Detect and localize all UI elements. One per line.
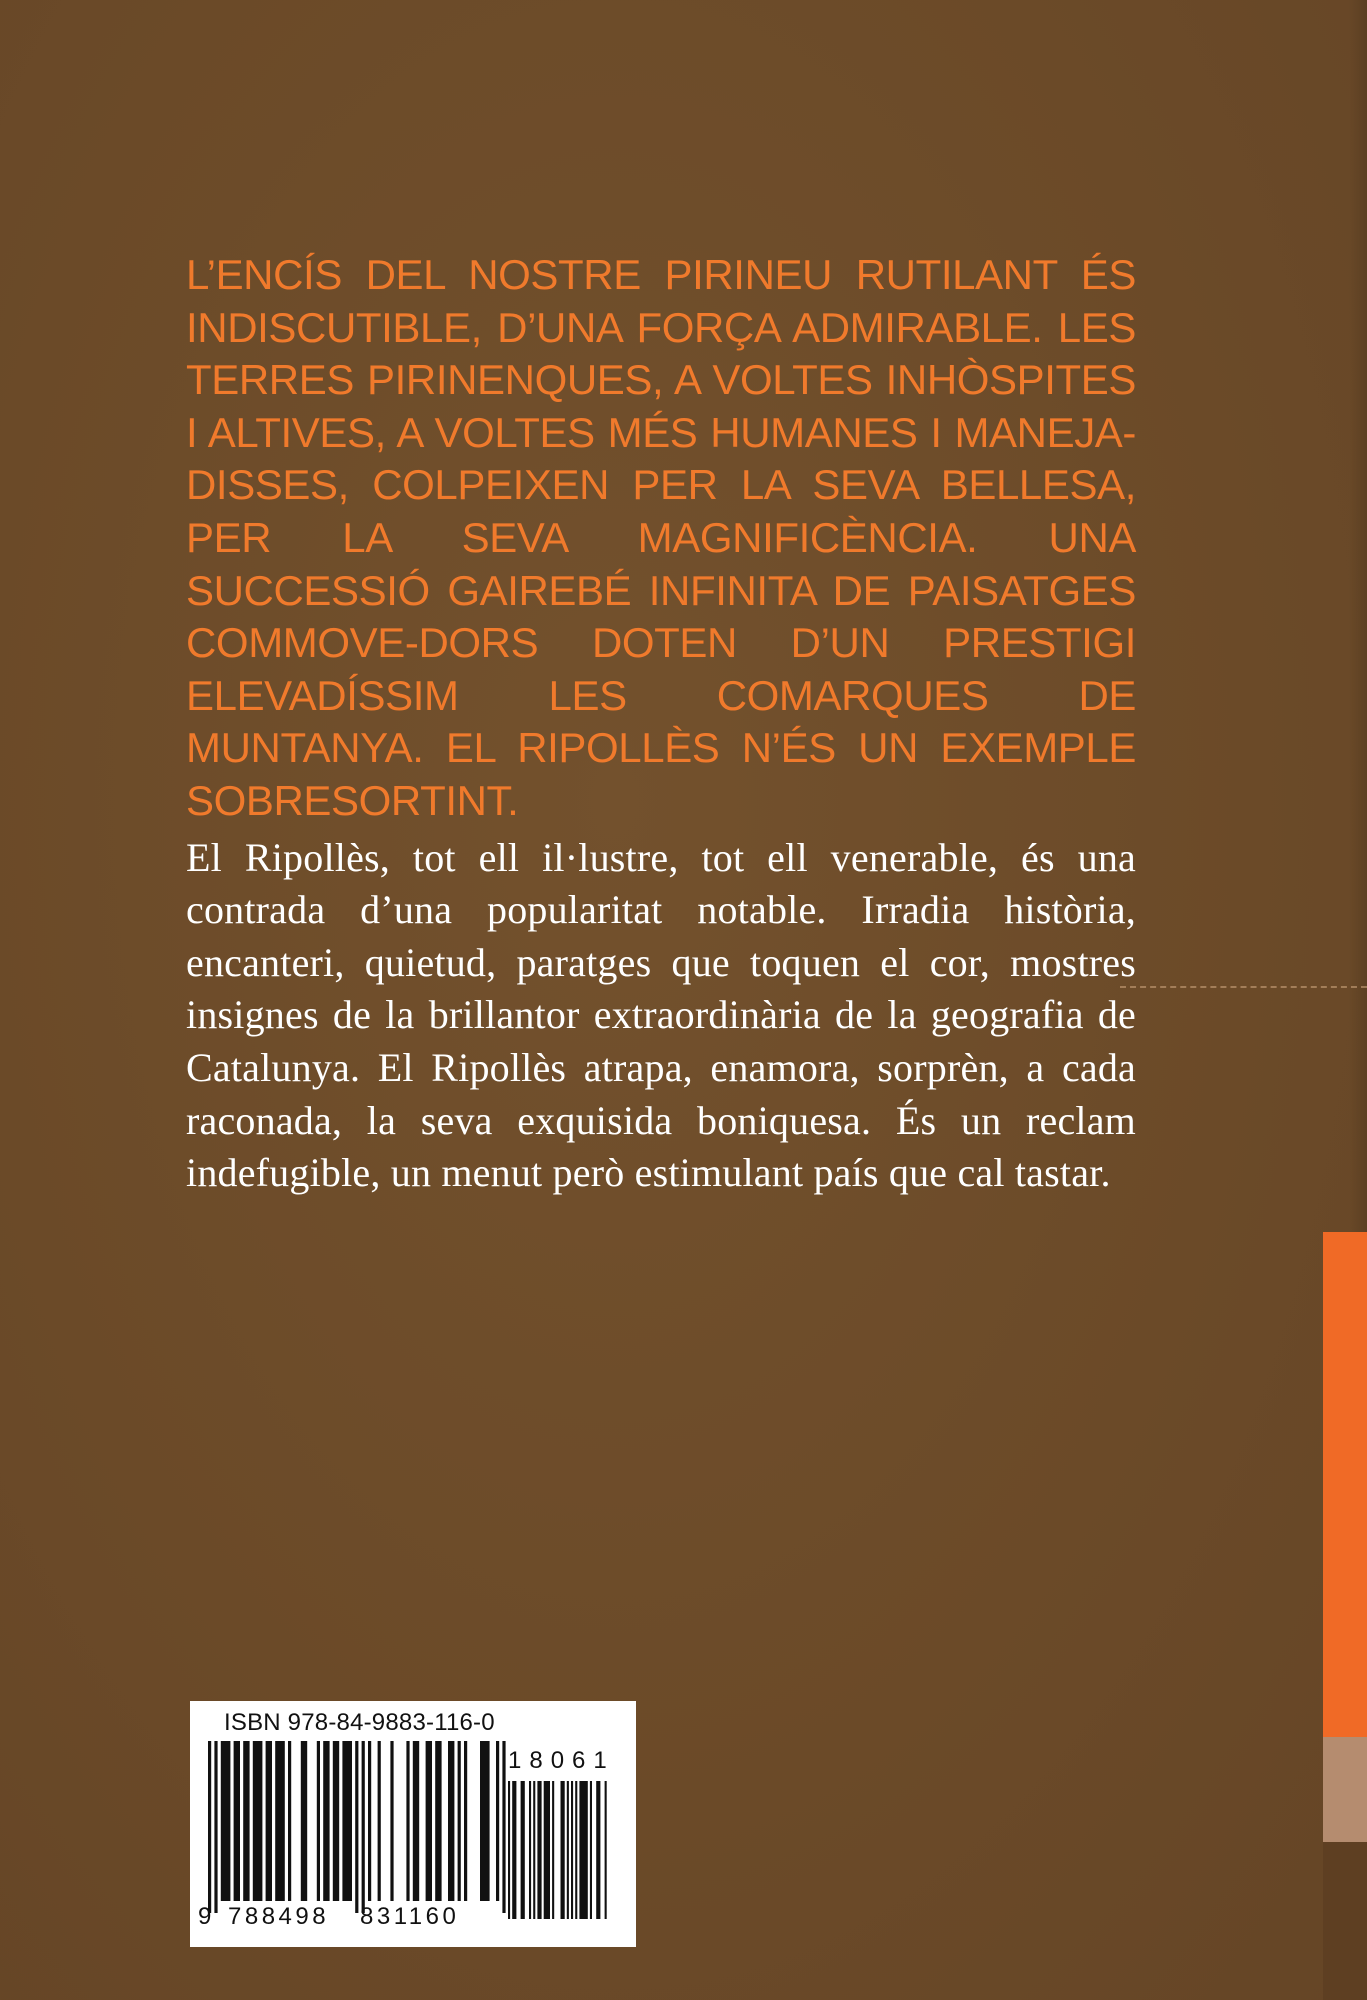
- blurb: [186, 249, 1136, 1200]
- barcode-bar: [529, 1781, 531, 1919]
- barcode-bar: [288, 1741, 291, 1901]
- barcode-bar: [596, 1781, 600, 1919]
- barcode-bar: [521, 1781, 525, 1919]
- barcode-bar: [496, 1741, 499, 1901]
- ean-left-digits: 788498: [228, 1903, 330, 1930]
- barcode-bar: [301, 1741, 307, 1901]
- barcode-bar: [448, 1741, 454, 1901]
- spine-stripe-orange: [1323, 1232, 1367, 1737]
- barcode-bar: [458, 1741, 461, 1901]
- barcode-bar: [579, 1781, 587, 1919]
- ean-first-digit: 9: [198, 1903, 212, 1930]
- barcode-bar: [208, 1741, 211, 1913]
- ean-right-digits: 831160: [360, 1903, 460, 1930]
- barcode-bar: [605, 1781, 607, 1919]
- barcode-bar: [552, 1781, 554, 1919]
- barcode-bar: [390, 1741, 393, 1901]
- spine-stripe-pale: [1323, 1737, 1367, 1842]
- barcode-bar: [464, 1741, 467, 1901]
- barcode-bar: [234, 1741, 240, 1901]
- barcode-bar: [413, 1741, 419, 1901]
- barcode-bar: [362, 1741, 365, 1913]
- isbn-number: ISBN 978-84-9883-116-0: [224, 1709, 495, 1736]
- spine-stripe-dark: [1323, 1842, 1367, 2000]
- barcode-bar: [317, 1741, 320, 1901]
- barcode-bar: [406, 1741, 409, 1901]
- barcode-bar: [243, 1741, 249, 1901]
- barcode-bar: [567, 1781, 569, 1919]
- barcode-bar: [253, 1741, 263, 1901]
- barcode-bar: [266, 1741, 272, 1901]
- barcode-bar: [368, 1741, 371, 1901]
- lead-paragraph: L’ENCÍS DEL NOSTRE PIRINEU RUTILANT ÉS INDISCUTIBLE, D’UNA FORÇA ADMIRABLE. LES TERRES PIRINENQUES, A VOLTES INHÒSPITES I ALTIVES, A VOLTES MÉS HUMANES I MANEJA-DISSES, COLPEIXEN PER LA SEVA BELLESA, PER LA SEVA MAGNIFICÈNCIA. UNA SUCCESSIÓ GAIREBÉ INFINITA DE PAISATGES COMMOVE-DORS DOTEN D’UN PRESTIGI ELEVADÍSSIM LES COMARQUES DE MUNTANYA. EL RIPOLLÈS N’ÉS UN EXEMPLE SOBRESORTINT.: [186, 251, 1136, 824]
- barcode-bar: [590, 1781, 592, 1919]
- barcode-bar: [508, 1781, 510, 1919]
- barcode-bar: [435, 1741, 441, 1901]
- barcode-bar: [323, 1741, 329, 1901]
- barcode-bar: [221, 1741, 231, 1901]
- barcode-bar: [378, 1741, 381, 1901]
- barcode-label: [190, 1701, 636, 1947]
- barcode-bar: [275, 1741, 285, 1901]
- ean-barcode: [208, 1741, 508, 1913]
- barcode-bar: [512, 1781, 516, 1919]
- ean-digits: [198, 1903, 508, 1933]
- barcode-bar: [214, 1741, 217, 1913]
- addon-barcode: [508, 1781, 620, 1921]
- barcode-bar: [480, 1741, 490, 1901]
- barcode-bar: [533, 1781, 535, 1919]
- body-paragraph: El Ripollès, tot ell il·lustre, tot ell venerable, és una contrada d’una popularitat notable. Irradia història, encanteri, quietud, paratges que toquen el cor, mostres insignes de la brillantor extraordinària de la geografia de Catalunya. El Ripollès atrapa, enamora, sorprèn, a cada raconada, la seva exquisida boniquesa. És un reclam indefugible, un menut però estimulant país que cal tastar.: [186, 834, 1136, 1196]
- scan-crease-line: [1120, 986, 1367, 988]
- barcode-bar: [502, 1741, 505, 1913]
- barcode-bar: [561, 1781, 565, 1919]
- barcode-bar: [333, 1741, 339, 1901]
- barcode-bar: [342, 1741, 352, 1901]
- barcode-bar: [355, 1741, 358, 1913]
- barcode-bar: [575, 1781, 577, 1919]
- barcode-bar: [544, 1781, 550, 1919]
- barcode-bar: [571, 1781, 573, 1919]
- addon-digits: 18061: [508, 1747, 615, 1774]
- barcode-bar: [426, 1741, 432, 1901]
- barcode-bar: [537, 1781, 541, 1919]
